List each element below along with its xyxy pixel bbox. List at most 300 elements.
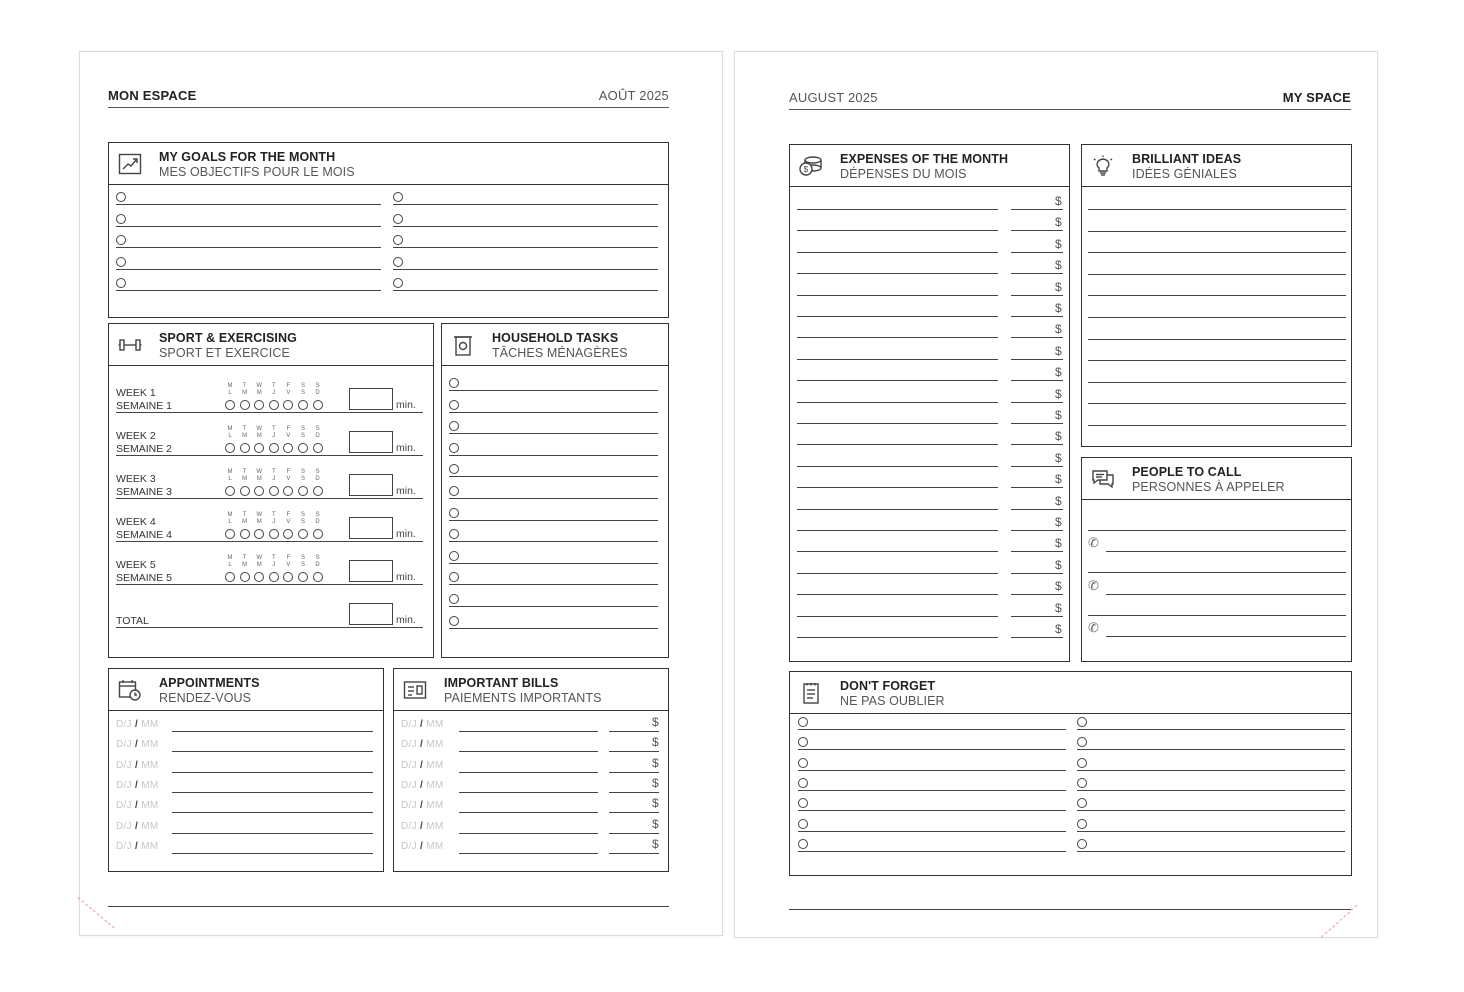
day-label-top: W bbox=[256, 555, 263, 561]
dont-forget-item-checkbox[interactable] bbox=[798, 758, 808, 768]
dont-forget-item-checkbox[interactable] bbox=[1077, 778, 1087, 788]
household-item-line bbox=[449, 390, 658, 391]
dont-forget-item-line bbox=[798, 729, 1066, 730]
dont-forget-item-checkbox[interactable] bbox=[798, 778, 808, 788]
household-item-checkbox[interactable] bbox=[449, 443, 459, 453]
right-page-header bbox=[789, 90, 1351, 110]
recycle-bin-icon bbox=[451, 334, 475, 356]
day-checkbox[interactable] bbox=[298, 572, 308, 582]
lightbulb-icon bbox=[1091, 155, 1115, 177]
dont-forget-section-header bbox=[790, 672, 1351, 714]
household-item-line bbox=[449, 455, 658, 456]
day-label-top: T bbox=[271, 555, 276, 561]
entry-line bbox=[172, 833, 373, 834]
day-label-bottom: S bbox=[300, 476, 305, 482]
dont-forget-item-line bbox=[798, 810, 1066, 811]
date-day-placeholder: D/J bbox=[116, 759, 132, 771]
goal-item-line bbox=[116, 290, 381, 291]
day-label-bottom: L bbox=[228, 433, 232, 439]
goal-item-line bbox=[393, 226, 658, 227]
household-item-line bbox=[449, 584, 658, 585]
dollar-sign: $ bbox=[1055, 322, 1062, 337]
day-label-top: T bbox=[242, 512, 247, 518]
dont-forget-item-line bbox=[1077, 810, 1345, 811]
amount-line bbox=[609, 833, 659, 834]
week-label-en: WEEK 2 bbox=[116, 430, 156, 442]
dollar-sign: $ bbox=[1055, 365, 1062, 380]
svg-text:$: $ bbox=[803, 165, 809, 174]
household-item-line bbox=[449, 476, 658, 477]
day-label-bottom: L bbox=[228, 562, 232, 568]
call-line bbox=[1106, 551, 1346, 552]
day-label-bottom: V bbox=[286, 562, 291, 568]
day-checkbox[interactable] bbox=[269, 529, 279, 539]
phone-icon: ✆ bbox=[1088, 577, 1099, 593]
idea-line bbox=[1088, 360, 1346, 361]
day-checkbox[interactable] bbox=[269, 400, 279, 410]
day-checkbox[interactable] bbox=[298, 443, 308, 453]
goal-item-checkbox[interactable] bbox=[116, 214, 126, 224]
goal-item-line bbox=[393, 269, 658, 270]
entry-line bbox=[459, 853, 598, 854]
goal-item-checkbox[interactable] bbox=[393, 257, 403, 267]
goal-item-checkbox[interactable] bbox=[393, 192, 403, 202]
left-page bbox=[79, 51, 723, 936]
dont-forget-item-checkbox[interactable] bbox=[798, 819, 808, 829]
ideas-title: BRILLIANT IDEAS bbox=[1132, 152, 1242, 166]
expense-line bbox=[797, 637, 998, 638]
dollar-sign: $ bbox=[1055, 622, 1062, 636]
date-separator: / bbox=[135, 779, 139, 791]
goal-item-line bbox=[116, 269, 381, 270]
dollar-sign: $ bbox=[1055, 579, 1062, 594]
dumbbell-icon bbox=[118, 334, 142, 356]
dont-forget-item-checkbox[interactable] bbox=[798, 798, 808, 808]
date-placeholder bbox=[116, 841, 158, 852]
date-month-placeholder: MM bbox=[141, 719, 159, 730]
date-placeholder bbox=[401, 780, 443, 791]
total-label: TOTAL bbox=[116, 615, 149, 627]
minutes-box[interactable] bbox=[349, 431, 393, 453]
dollar-sign: $ bbox=[1055, 472, 1062, 487]
date-month-placeholder: MM bbox=[141, 739, 159, 751]
day-checkbox[interactable] bbox=[298, 486, 308, 496]
date-placeholder bbox=[401, 841, 443, 852]
date-placeholder bbox=[401, 760, 443, 771]
household-item-checkbox[interactable] bbox=[449, 400, 459, 410]
minutes-box[interactable] bbox=[349, 474, 393, 496]
goal-item-checkbox[interactable] bbox=[116, 278, 126, 288]
dont-forget-item-line bbox=[798, 851, 1066, 852]
expenses-section bbox=[789, 144, 1070, 662]
day-label-bottom: D bbox=[315, 519, 320, 525]
ideas-section-header bbox=[1082, 145, 1351, 187]
day-label-bottom: L bbox=[228, 519, 232, 525]
household-section-header bbox=[442, 324, 668, 366]
date-day-placeholder: D/J bbox=[401, 759, 417, 771]
day-label-top: M bbox=[227, 469, 233, 475]
dollar-sign: $ bbox=[1055, 493, 1062, 508]
dollar-sign: $ bbox=[1055, 258, 1062, 273]
expense-line bbox=[797, 487, 998, 488]
day-label-top: F bbox=[286, 383, 291, 389]
dont-forget-item-checkbox[interactable] bbox=[1077, 717, 1087, 727]
idea-line bbox=[1088, 231, 1346, 232]
minutes-box[interactable] bbox=[349, 560, 393, 582]
sport-section-header bbox=[109, 324, 433, 366]
day-label-bottom: L bbox=[228, 476, 232, 482]
idea-line bbox=[1088, 317, 1346, 318]
day-checkbox[interactable] bbox=[240, 486, 250, 496]
day-label-bottom: S bbox=[300, 519, 305, 525]
day-checkbox[interactable] bbox=[283, 529, 293, 539]
day-checkbox[interactable] bbox=[313, 400, 323, 410]
household-item-checkbox[interactable] bbox=[449, 572, 459, 582]
day-label-bottom: M bbox=[256, 562, 262, 568]
day-label-bottom: V bbox=[286, 519, 291, 525]
dont-forget-item-checkbox[interactable] bbox=[1077, 839, 1087, 849]
week-label-fr: SEMAINE 3 bbox=[116, 486, 173, 498]
appointments-section-header bbox=[109, 669, 383, 711]
day-label-top: F bbox=[286, 426, 291, 432]
day-checkbox[interactable] bbox=[283, 443, 293, 453]
household-item-line bbox=[449, 563, 658, 564]
day-label-bottom: V bbox=[286, 390, 291, 396]
idea-line bbox=[1088, 252, 1346, 253]
goal-item-checkbox[interactable] bbox=[393, 235, 403, 245]
household-item-checkbox[interactable] bbox=[449, 508, 459, 518]
household-item-line bbox=[449, 433, 658, 434]
entry-line bbox=[459, 751, 598, 752]
date-month-placeholder: MM bbox=[141, 779, 159, 791]
expense-amount-line bbox=[1011, 444, 1063, 445]
day-label-bottom: M bbox=[242, 433, 248, 439]
date-placeholder bbox=[116, 821, 158, 832]
people-section bbox=[1081, 457, 1352, 662]
goal-item-line bbox=[393, 290, 658, 291]
amount-line bbox=[609, 751, 659, 752]
day-label-top: S bbox=[300, 469, 305, 475]
dollar-sign: $ bbox=[652, 816, 659, 831]
date-day-placeholder: D/J bbox=[401, 840, 417, 852]
dollar-sign: $ bbox=[1055, 343, 1062, 358]
entry-line bbox=[172, 792, 373, 793]
date-placeholder bbox=[401, 821, 443, 832]
dont-forget-item-checkbox[interactable] bbox=[798, 737, 808, 747]
goal-item-checkbox[interactable] bbox=[116, 192, 126, 202]
expenses-subtitle: DÉPENSES DU MOIS bbox=[840, 167, 967, 181]
day-checkbox[interactable] bbox=[240, 400, 250, 410]
date-placeholder bbox=[401, 719, 443, 730]
day-checkbox[interactable] bbox=[225, 572, 235, 582]
date-placeholder bbox=[116, 719, 158, 730]
expense-amount-line bbox=[1011, 466, 1063, 467]
dont-forget-item-line bbox=[798, 770, 1066, 771]
day-label-bottom: V bbox=[286, 476, 291, 482]
household-item-line bbox=[449, 628, 658, 629]
day-label-top: S bbox=[300, 555, 305, 561]
expense-line bbox=[797, 551, 998, 552]
goal-item-checkbox[interactable] bbox=[116, 235, 126, 245]
day-label-bottom: D bbox=[315, 433, 320, 439]
day-label-bottom: S bbox=[300, 433, 305, 439]
day-checkbox[interactable] bbox=[225, 443, 235, 453]
dollar-sign: $ bbox=[1055, 408, 1062, 422]
day-label-top: S bbox=[300, 383, 305, 389]
expense-amount-line bbox=[1011, 637, 1063, 638]
expense-amount-line bbox=[1011, 551, 1063, 552]
expense-amount-line bbox=[1011, 487, 1063, 488]
entry-line bbox=[459, 731, 598, 732]
date-month-placeholder: MM bbox=[426, 719, 444, 730]
day-label-top: M bbox=[227, 426, 233, 432]
household-item-checkbox[interactable] bbox=[449, 529, 459, 539]
week-label-en: WEEK 1 bbox=[116, 387, 156, 399]
entry-line bbox=[459, 792, 598, 793]
day-checkbox[interactable] bbox=[225, 400, 235, 410]
day-checkbox[interactable] bbox=[225, 529, 235, 539]
date-separator: / bbox=[420, 779, 424, 791]
week-label-en: WEEK 3 bbox=[116, 473, 156, 485]
date-day-placeholder: D/J bbox=[116, 840, 132, 852]
expense-amount-line bbox=[1011, 252, 1063, 253]
dollar-sign: $ bbox=[652, 796, 659, 811]
dont-forget-item-checkbox[interactable] bbox=[1077, 798, 1087, 808]
call-line bbox=[1088, 530, 1346, 531]
bills-subtitle: PAIEMENTS IMPORTANTS bbox=[444, 691, 602, 705]
goal-item-checkbox[interactable] bbox=[393, 278, 403, 288]
day-label-bottom: J bbox=[272, 562, 276, 568]
day-label-top: S bbox=[300, 426, 305, 432]
total-minutes-box[interactable] bbox=[349, 603, 393, 625]
dont-forget-item-line bbox=[1077, 749, 1345, 750]
expense-line bbox=[797, 616, 998, 617]
dont-forget-title: DON'T FORGET bbox=[840, 679, 936, 693]
day-label-top: F bbox=[286, 469, 291, 475]
day-label-bottom: M bbox=[256, 390, 262, 396]
day-label-top: F bbox=[286, 512, 291, 518]
day-label-top: M bbox=[227, 383, 233, 389]
day-checkbox[interactable] bbox=[283, 572, 293, 582]
date-day-placeholder: D/J bbox=[116, 820, 132, 832]
date-separator: / bbox=[420, 800, 424, 812]
expense-amount-line bbox=[1011, 616, 1063, 617]
expense-line bbox=[797, 530, 998, 531]
idea-line bbox=[1088, 425, 1346, 426]
total-rule bbox=[116, 627, 423, 628]
goals-section-header bbox=[109, 143, 668, 185]
week-label-fr: SEMAINE 5 bbox=[116, 572, 173, 584]
day-checkbox[interactable] bbox=[269, 572, 279, 582]
appointments-title: APPOINTMENTS bbox=[159, 676, 260, 690]
call-line bbox=[1106, 594, 1346, 595]
day-label-bottom: J bbox=[272, 433, 276, 439]
week-label-fr: SEMAINE 1 bbox=[116, 400, 173, 412]
right-page bbox=[734, 51, 1378, 938]
expense-amount-line bbox=[1011, 402, 1063, 403]
day-label-top: M bbox=[227, 512, 233, 518]
date-day-placeholder: D/J bbox=[401, 719, 417, 730]
date-separator: / bbox=[135, 739, 139, 751]
household-item-checkbox[interactable] bbox=[449, 594, 459, 604]
dont-forget-item-checkbox[interactable] bbox=[1077, 758, 1087, 768]
goals-section bbox=[108, 142, 669, 318]
date-day-placeholder: D/J bbox=[401, 800, 417, 812]
day-checkbox[interactable] bbox=[254, 400, 264, 410]
goal-item-line bbox=[393, 204, 658, 205]
day-checkbox[interactable] bbox=[254, 486, 264, 496]
call-line bbox=[1106, 636, 1346, 637]
day-checkbox[interactable] bbox=[283, 400, 293, 410]
ideas-section bbox=[1081, 144, 1352, 447]
expense-line bbox=[797, 209, 998, 210]
right-page-header-month: AUGUST 2025 bbox=[789, 90, 878, 105]
day-label-top: W bbox=[256, 383, 263, 389]
date-separator: / bbox=[420, 759, 424, 771]
day-checkbox[interactable] bbox=[269, 486, 279, 496]
household-item-checkbox[interactable] bbox=[449, 464, 459, 474]
idea-line bbox=[1088, 295, 1346, 296]
date-month-placeholder: MM bbox=[426, 840, 444, 852]
household-item-line bbox=[449, 520, 658, 521]
day-label-bottom: M bbox=[256, 433, 262, 439]
household-item-checkbox[interactable] bbox=[449, 486, 459, 496]
date-placeholder bbox=[401, 739, 443, 750]
day-checkbox[interactable] bbox=[298, 400, 308, 410]
minutes-unit: min. bbox=[396, 399, 416, 411]
dont-forget-item-checkbox[interactable] bbox=[1077, 737, 1087, 747]
goal-item-checkbox[interactable] bbox=[393, 214, 403, 224]
day-checkbox[interactable] bbox=[313, 486, 323, 496]
day-label-bottom: M bbox=[242, 562, 248, 568]
dollar-sign: $ bbox=[652, 715, 659, 729]
week-label-fr: SEMAINE 2 bbox=[116, 443, 173, 455]
day-checkbox[interactable] bbox=[313, 529, 323, 539]
goal-item-line bbox=[393, 247, 658, 248]
dollar-sign: $ bbox=[652, 735, 659, 750]
dont-forget-item-line bbox=[798, 831, 1066, 832]
day-checkbox[interactable] bbox=[283, 486, 293, 496]
day-checkbox[interactable] bbox=[254, 443, 264, 453]
day-checkbox[interactable] bbox=[269, 443, 279, 453]
dollar-sign: $ bbox=[1055, 215, 1062, 230]
dollar-sign: $ bbox=[1055, 450, 1062, 465]
minutes-box[interactable] bbox=[349, 517, 393, 539]
day-checkbox[interactable] bbox=[240, 572, 250, 582]
notepad-icon bbox=[799, 682, 823, 704]
day-checkbox[interactable] bbox=[313, 572, 323, 582]
household-item-checkbox[interactable] bbox=[449, 551, 459, 561]
household-item-checkbox[interactable] bbox=[449, 378, 459, 388]
expenses-title: EXPENSES OF THE MONTH bbox=[840, 152, 1009, 166]
amount-line bbox=[609, 772, 659, 773]
goals-title: MY GOALS FOR THE MONTH bbox=[159, 150, 336, 164]
goal-item-checkbox[interactable] bbox=[116, 257, 126, 267]
expense-amount-line bbox=[1011, 594, 1063, 595]
dollar-sign: $ bbox=[1055, 600, 1062, 615]
day-label-bottom: V bbox=[286, 433, 291, 439]
entry-line bbox=[172, 731, 373, 732]
dont-forget-item-line bbox=[1077, 770, 1345, 771]
date-day-placeholder: D/J bbox=[116, 739, 132, 751]
day-label-bottom: M bbox=[256, 519, 262, 525]
day-checkbox[interactable] bbox=[254, 572, 264, 582]
goal-item-line bbox=[116, 226, 381, 227]
dont-forget-item-checkbox[interactable] bbox=[798, 717, 808, 727]
day-label-bottom: M bbox=[242, 390, 248, 396]
day-checkbox[interactable] bbox=[225, 486, 235, 496]
dont-forget-item-line bbox=[798, 790, 1066, 791]
expense-amount-line bbox=[1011, 573, 1063, 574]
day-checkbox[interactable] bbox=[313, 443, 323, 453]
expense-line bbox=[797, 594, 998, 595]
date-month-placeholder: MM bbox=[426, 779, 444, 791]
goal-item-line bbox=[116, 247, 381, 248]
phone-icon: ✆ bbox=[1088, 535, 1099, 551]
calendar-clock-icon bbox=[118, 679, 142, 701]
expense-line bbox=[797, 337, 998, 338]
dont-forget-item-checkbox[interactable] bbox=[798, 839, 808, 849]
expense-amount-line bbox=[1011, 316, 1063, 317]
date-month-placeholder: MM bbox=[426, 739, 444, 751]
date-separator: / bbox=[420, 820, 424, 832]
day-label-top: W bbox=[256, 426, 263, 432]
date-month-placeholder: MM bbox=[426, 820, 444, 832]
day-checkbox[interactable] bbox=[240, 529, 250, 539]
minutes-unit: min. bbox=[396, 614, 416, 626]
day-checkbox[interactable] bbox=[240, 443, 250, 453]
household-item-checkbox[interactable] bbox=[449, 421, 459, 431]
date-separator: / bbox=[135, 820, 139, 832]
week-label-en: WEEK 5 bbox=[116, 559, 156, 571]
dont-forget-item-checkbox[interactable] bbox=[1077, 819, 1087, 829]
week-rule bbox=[116, 541, 423, 542]
day-label-bottom: L bbox=[228, 390, 232, 396]
bills-section bbox=[393, 668, 669, 872]
household-title: HOUSEHOLD TASKS bbox=[492, 331, 619, 345]
appointments-section bbox=[108, 668, 384, 872]
date-month-placeholder: MM bbox=[141, 800, 159, 812]
date-month-placeholder: MM bbox=[141, 840, 159, 852]
entry-line bbox=[459, 772, 598, 773]
date-month-placeholder: MM bbox=[141, 820, 159, 832]
day-label-top: M bbox=[227, 555, 233, 561]
expense-amount-line bbox=[1011, 209, 1063, 210]
entry-line bbox=[459, 833, 598, 834]
call-line bbox=[1088, 572, 1346, 573]
day-label-top: T bbox=[271, 383, 276, 389]
right-page-footer-rule bbox=[789, 909, 1351, 910]
bill-icon bbox=[403, 679, 427, 701]
day-label-top: W bbox=[256, 512, 263, 518]
dollar-sign: $ bbox=[652, 775, 659, 790]
amount-line bbox=[609, 731, 659, 732]
day-label-top: T bbox=[271, 512, 276, 518]
dont-forget-item-line bbox=[1077, 831, 1345, 832]
bills-section-header bbox=[394, 669, 668, 711]
household-item-line bbox=[449, 412, 658, 413]
household-item-line bbox=[449, 498, 658, 499]
household-item-checkbox[interactable] bbox=[449, 616, 459, 626]
minutes-box[interactable] bbox=[349, 388, 393, 410]
day-checkbox[interactable] bbox=[254, 529, 264, 539]
chat-bubbles-icon bbox=[1091, 468, 1115, 490]
bills-title: IMPORTANT BILLS bbox=[444, 676, 559, 690]
idea-line bbox=[1088, 209, 1346, 210]
household-section bbox=[441, 323, 669, 658]
sport-section bbox=[108, 323, 434, 658]
day-checkbox[interactable] bbox=[298, 529, 308, 539]
